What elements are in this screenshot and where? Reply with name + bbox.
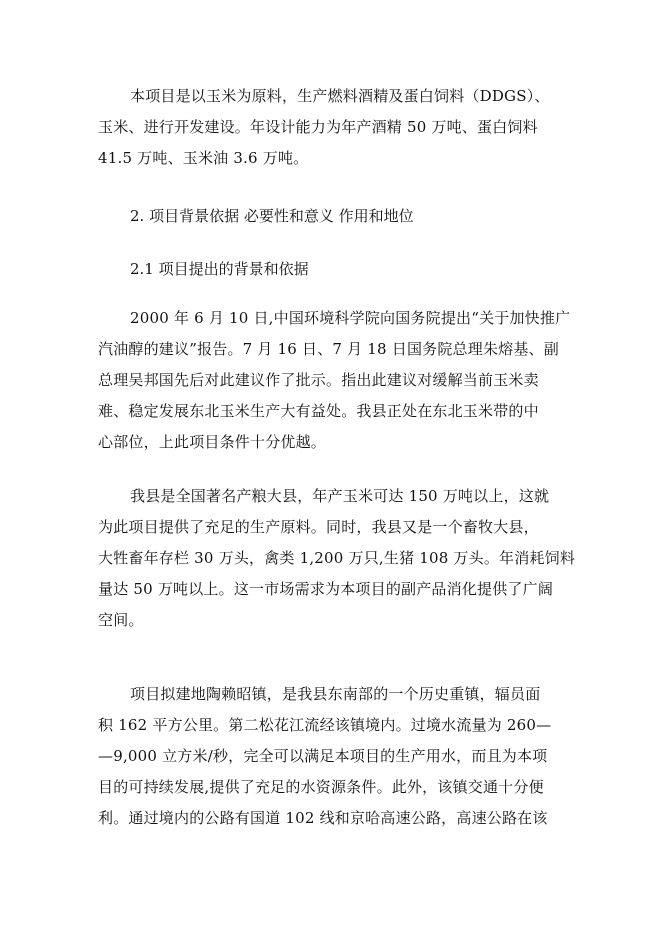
paragraph-county-resources (98, 481, 576, 636)
text-line: 空间。 (98, 611, 144, 629)
text-line: 汽油醇的建议”报告。7 月 16 日、7 月 18 日国务院总理朱熔基、副 (98, 340, 559, 358)
paragraph-site-conditions (98, 679, 568, 834)
text-line: 总理吴邦国先后对此建议作了批示。指出此建议对缓解当前玉米卖 (98, 371, 539, 389)
text-line: 本项目是以玉米为原料，生产燃料酒精及蛋白饲料（DDGS）、 (130, 87, 550, 105)
text-line: 41.5 万吨、玉米油 3.6 万吨。 (98, 149, 309, 167)
text-line: 量达 50 万吨以上。这一市场需求为本项目的副产品消化提供了广阔 (98, 580, 554, 598)
text-line: 积 162 平方公里。第二松花江流经该镇境内。过境水流量为 260— (98, 716, 552, 734)
paragraph-project-overview (98, 81, 568, 174)
text-line: 2000 年 6 月 10 日,中国环境科学院向国务院提出“关于加快推广 (130, 309, 571, 327)
paragraph-policy-background (98, 303, 571, 458)
text-line: 难、稳定发展东北玉米生产大有益处。我县正处在东北玉米带的中 (98, 402, 539, 420)
text-line: 目的可持续发展,提供了充足的水资源条件。此外，该镇交通十分便 (98, 778, 544, 796)
text-line: 心部位，上此项目条件十分优越。 (98, 433, 327, 451)
subsection-heading-background-basis: 2.1 项目提出的背景和依据 (130, 260, 309, 278)
text-line: 利。通过境内的公路有国道 102 线和京哈高速公路，高速公路在该 (98, 809, 548, 827)
text-line: 玉米、进行开发建设。年设计能力为年产酒精 50 万吨、蛋白饲料 (98, 118, 538, 136)
text-line: —9,000 立方米/秒，完全可以满足本项目的生产用水，而且为本项 (98, 747, 548, 765)
text-line: 项目拟建地陶赖昭镇，是我县东南部的一个历史重镇，辐员面 (130, 685, 541, 703)
text-line: 为此项目提供了充足的生产原料。同时，我县又是一个畜牧大县， (98, 518, 539, 536)
text-line: 大牲畜年存栏 30 万头，禽类 1,200 万只,生猪 108 万头。年消耗饲料 (98, 549, 576, 567)
section-heading-background: 2. 项目背景依据 必要性和意义 作用和地位 (130, 207, 414, 225)
text-line: 我县是全国著名产粮大县，年产玉米可达 150 万吨以上，这就 (130, 487, 550, 505)
